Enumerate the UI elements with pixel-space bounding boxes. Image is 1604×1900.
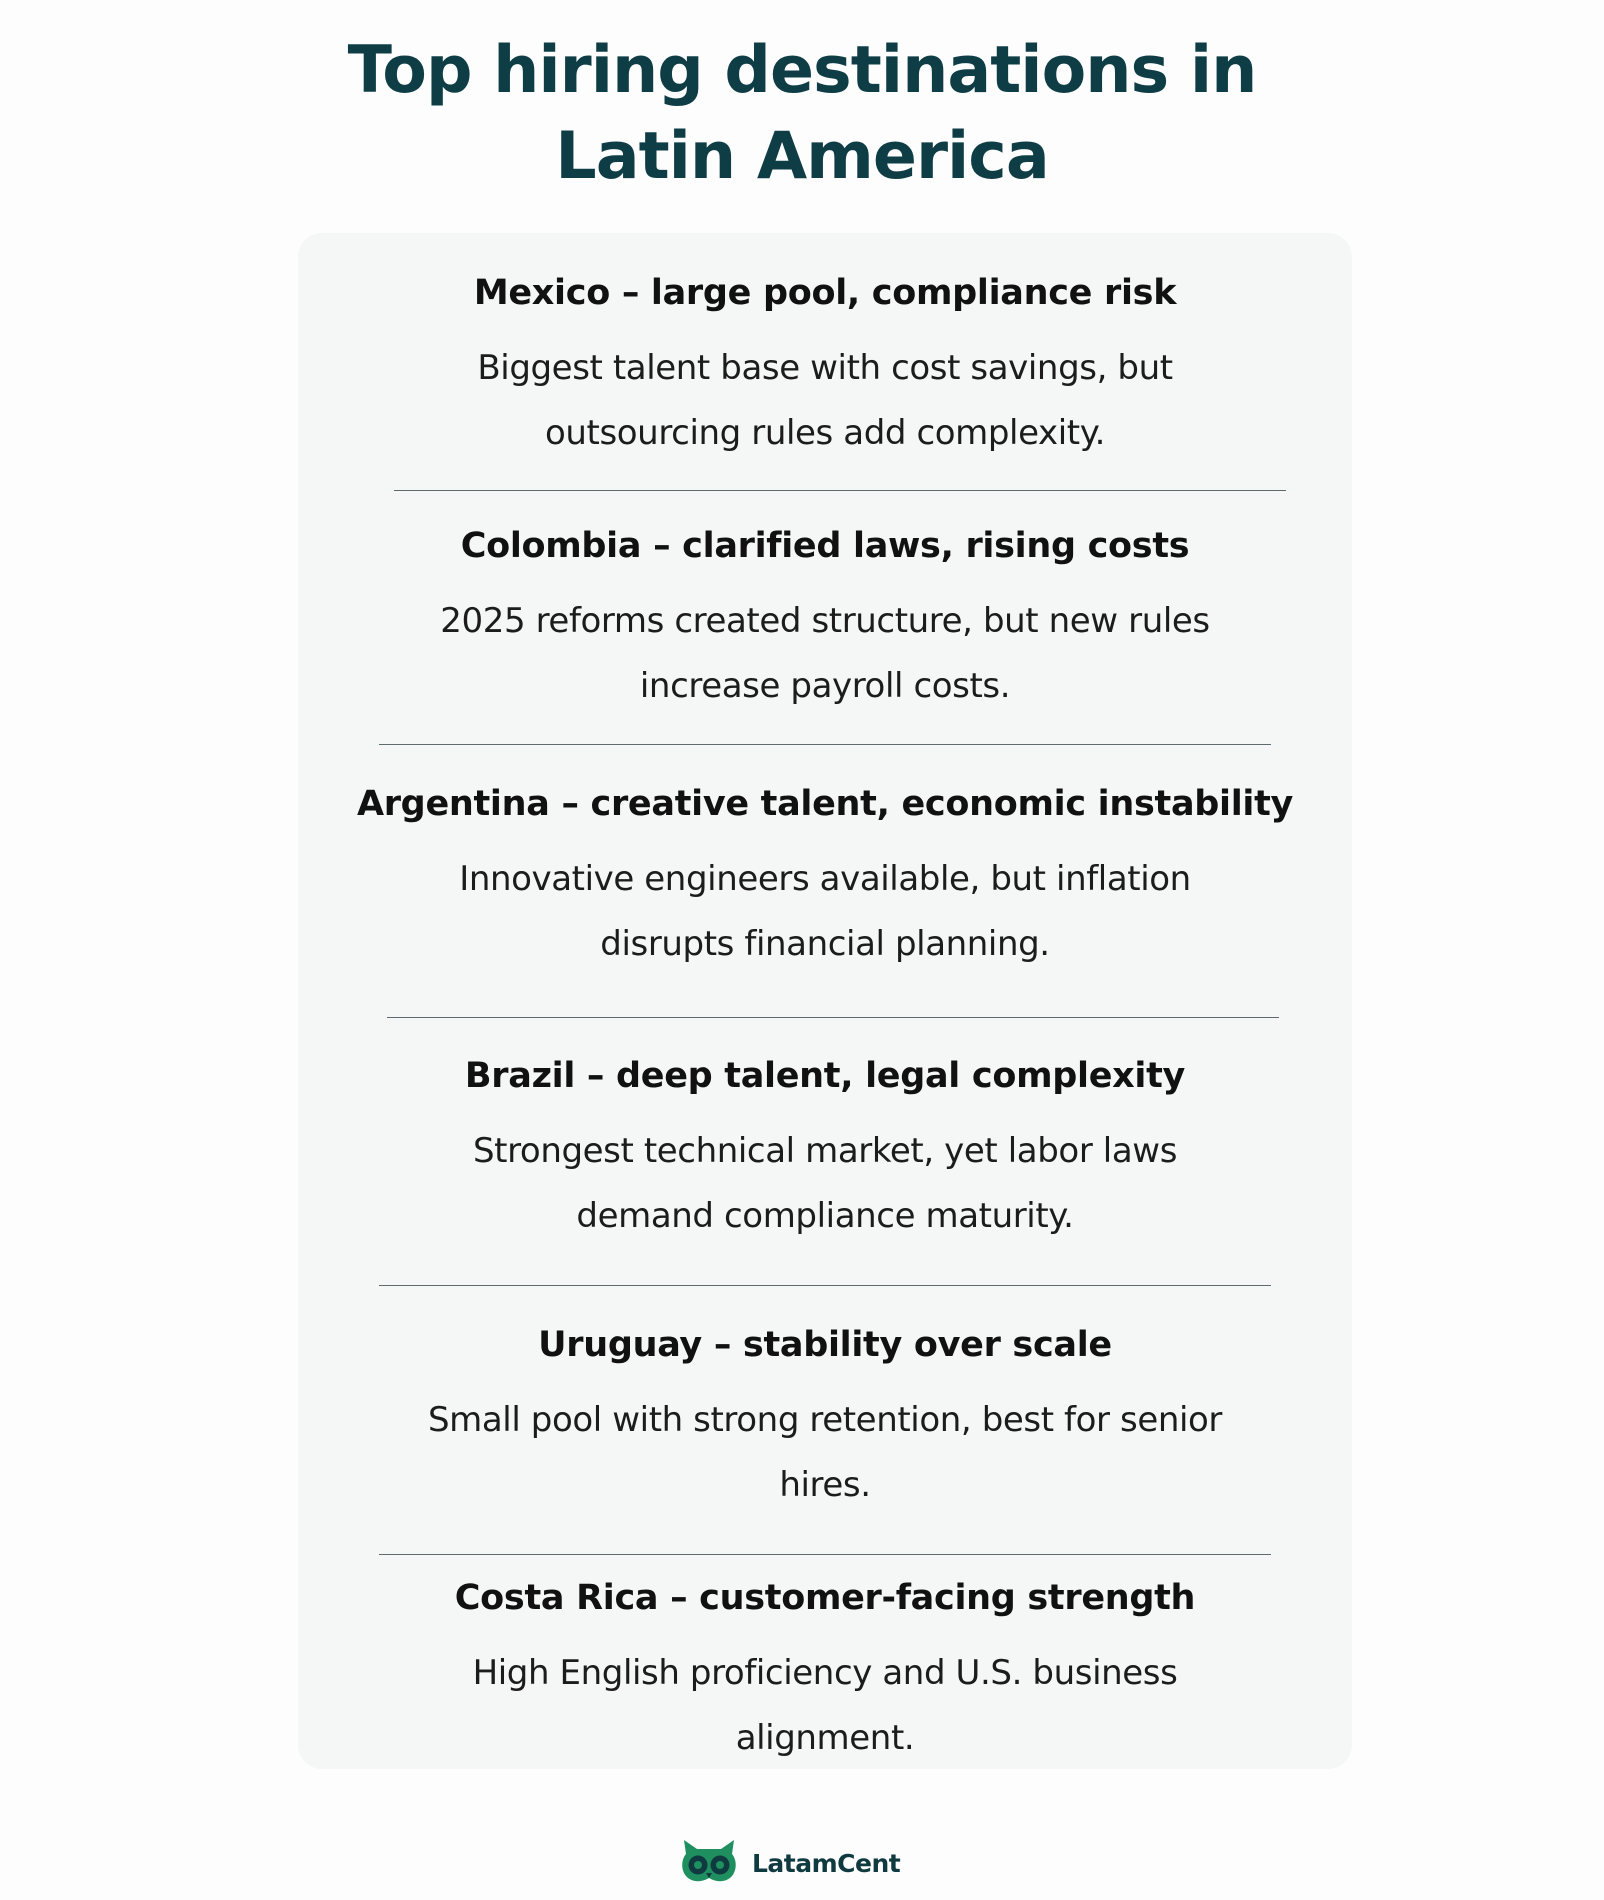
destination-heading: Costa Rica – customer-facing strength [454,1578,1196,1618]
divider [379,1285,1271,1286]
destination-heading: Argentina – creative talent, economic instability [356,784,1294,824]
destination-description: High English proficiency and U.S. business alignment. [472,1653,1178,1758]
page-title: Top hiring destinations in Latin America [347,33,1257,194]
destination-item-mexico [298,271,1352,466]
destination-item-colombia [298,524,1352,719]
divider [379,744,1271,745]
destination-item-uruguay [298,1323,1352,1518]
destination-description: 2025 reforms created structure, but new rules increase payroll costs. [440,601,1210,706]
divider [379,1554,1271,1555]
brand-name: LatamCent [752,1848,901,1878]
destination-description: Strongest technical market, yet labor laws demand compliance maturity. [472,1131,1178,1236]
divider [394,490,1286,491]
brand-footer [680,1838,900,1888]
destination-description: Small pool with strong retention, best for senior hires. [427,1400,1223,1505]
destination-heading: Brazil – deep talent, legal complexity [464,1056,1186,1096]
destination-heading: Mexico – large pool, compliance risk [473,273,1177,313]
destination-item-argentina [298,782,1352,977]
destination-description: Biggest talent base with cost savings, but outsourcing rules add complexity. [477,348,1173,453]
owl-logo-icon [680,1838,738,1888]
destination-description: Innovative engineers available, but inflation disrupts financial planning. [459,859,1191,964]
destination-item-costa-rica [298,1576,1352,1771]
destination-heading: Colombia – clarified laws, rising costs [460,526,1190,566]
destination-heading: Uruguay – stability over scale [538,1325,1112,1365]
destination-item-brazil [298,1054,1352,1249]
destinations-card [298,233,1352,1769]
divider [387,1017,1279,1018]
